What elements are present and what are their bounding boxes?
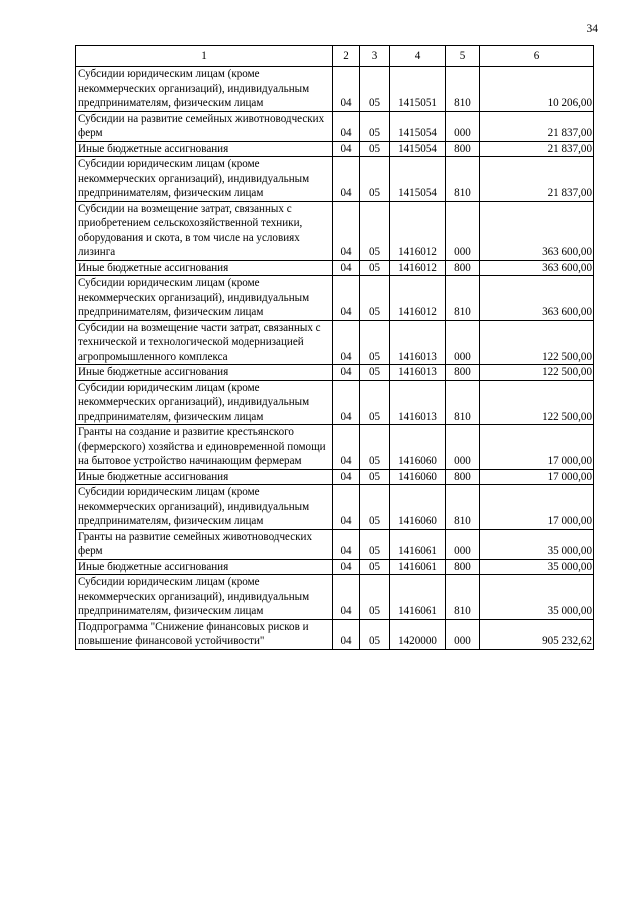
row-expense-type-cell: 800: [446, 260, 480, 276]
row-name-cell: Гранты на развитие семейных животноводческих ферм: [76, 529, 333, 559]
row-subsection-cell: 05: [360, 365, 390, 381]
row-amount-cell: 21 837,00: [480, 111, 594, 141]
row-amount-cell: 17 000,00: [480, 485, 594, 530]
row-expense-type-cell: 810: [446, 380, 480, 425]
row-subsection-cell: 05: [360, 529, 390, 559]
row-name-cell: Субсидии на развитие семейных животноводческих ферм: [76, 111, 333, 141]
table-row: [76, 365, 594, 381]
row-target-code-cell: 1416061: [390, 559, 446, 575]
row-target-code-cell: 1420000: [390, 619, 446, 649]
row-subsection-cell: 05: [360, 67, 390, 112]
row-subsection-cell: 05: [360, 111, 390, 141]
row-section-cell: 04: [333, 67, 360, 112]
row-amount-cell: 122 500,00: [480, 380, 594, 425]
row-expense-type-cell: 810: [446, 157, 480, 202]
row-name-cell: Подпрограмма "Снижение финансовых рисков и повышение финансовой устойчивости": [76, 619, 333, 649]
header-cell-6: 6: [480, 46, 594, 67]
row-expense-type-cell: 000: [446, 111, 480, 141]
row-amount-cell: 905 232,62: [480, 619, 594, 649]
row-amount-cell: 363 600,00: [480, 260, 594, 276]
table-row: [76, 157, 594, 202]
row-subsection-cell: 05: [360, 425, 390, 470]
row-subsection-cell: 05: [360, 485, 390, 530]
row-section-cell: 04: [333, 619, 360, 649]
table-header-row: [76, 46, 594, 67]
row-subsection-cell: 05: [360, 320, 390, 365]
row-name-cell: Субсидии юридическим лицам (кроме некоммерческих организаций), индивидуальным предпринимателям, физическим лицам: [76, 380, 333, 425]
row-section-cell: 04: [333, 276, 360, 321]
row-amount-cell: 17 000,00: [480, 469, 594, 485]
header-cell-5: 5: [446, 46, 480, 67]
row-target-code-cell: 1415054: [390, 111, 446, 141]
row-amount-cell: 122 500,00: [480, 320, 594, 365]
row-section-cell: 04: [333, 157, 360, 202]
row-name-cell: Иные бюджетные ассигнования: [76, 260, 333, 276]
header-cell-1: 1: [76, 46, 333, 67]
row-target-code-cell: 1416012: [390, 276, 446, 321]
table-row: [76, 485, 594, 530]
row-expense-type-cell: 000: [446, 425, 480, 470]
table-row: [76, 260, 594, 276]
row-name-cell: Субсидии юридическим лицам (кроме некоммерческих организаций), индивидуальным предпринимателям, физическим лицам: [76, 575, 333, 620]
row-target-code-cell: 1416013: [390, 365, 446, 381]
row-amount-cell: 10 206,00: [480, 67, 594, 112]
table-row: [76, 425, 594, 470]
header-cell-3: 3: [360, 46, 390, 67]
row-target-code-cell: 1415054: [390, 157, 446, 202]
table-row: [76, 469, 594, 485]
table-row: [76, 320, 594, 365]
row-amount-cell: 35 000,00: [480, 529, 594, 559]
row-expense-type-cell: 800: [446, 141, 480, 157]
table-row: [76, 559, 594, 575]
header-cell-2: 2: [333, 46, 360, 67]
table-row: [76, 619, 594, 649]
row-name-cell: Субсидии юридическим лицам (кроме некоммерческих организаций), индивидуальным предпринимателям, физическим лицам: [76, 67, 333, 112]
row-subsection-cell: 05: [360, 276, 390, 321]
row-target-code-cell: 1416012: [390, 201, 446, 260]
row-expense-type-cell: 800: [446, 559, 480, 575]
row-amount-cell: 363 600,00: [480, 201, 594, 260]
row-target-code-cell: 1415054: [390, 141, 446, 157]
table-row: [76, 67, 594, 112]
row-name-cell: Иные бюджетные ассигнования: [76, 559, 333, 575]
row-subsection-cell: 05: [360, 157, 390, 202]
row-target-code-cell: 1416012: [390, 260, 446, 276]
row-section-cell: 04: [333, 380, 360, 425]
row-target-code-cell: 1416061: [390, 575, 446, 620]
row-subsection-cell: 05: [360, 260, 390, 276]
row-name-cell: Гранты на создание и развитие крестьянского (фермерского) хозяйства и единовременной помощи на бытовое устройство начинающим фермерам: [76, 425, 333, 470]
row-section-cell: 04: [333, 260, 360, 276]
table-row: [76, 276, 594, 321]
table-row: [76, 141, 594, 157]
row-name-cell: Иные бюджетные ассигнования: [76, 365, 333, 381]
row-section-cell: 04: [333, 320, 360, 365]
row-section-cell: 04: [333, 141, 360, 157]
row-subsection-cell: 05: [360, 559, 390, 575]
row-subsection-cell: 05: [360, 380, 390, 425]
row-expense-type-cell: 800: [446, 365, 480, 381]
row-section-cell: 04: [333, 559, 360, 575]
row-target-code-cell: 1416060: [390, 469, 446, 485]
row-amount-cell: 363 600,00: [480, 276, 594, 321]
row-name-cell: Субсидии юридическим лицам (кроме некоммерческих организаций), индивидуальным предпринимателям, физическим лицам: [76, 276, 333, 321]
row-expense-type-cell: 810: [446, 276, 480, 321]
row-target-code-cell: 1416061: [390, 529, 446, 559]
row-expense-type-cell: 800: [446, 469, 480, 485]
table-row: [76, 111, 594, 141]
row-section-cell: 04: [333, 469, 360, 485]
budget-table: [75, 45, 594, 650]
table-row: [76, 575, 594, 620]
row-subsection-cell: 05: [360, 201, 390, 260]
page-number: 34: [586, 23, 598, 35]
row-amount-cell: 21 837,00: [480, 157, 594, 202]
row-section-cell: 04: [333, 529, 360, 559]
row-section-cell: 04: [333, 201, 360, 260]
row-name-cell: Иные бюджетные ассигнования: [76, 141, 333, 157]
row-expense-type-cell: 000: [446, 619, 480, 649]
row-amount-cell: 21 837,00: [480, 141, 594, 157]
row-amount-cell: 122 500,00: [480, 365, 594, 381]
row-section-cell: 04: [333, 575, 360, 620]
row-section-cell: 04: [333, 365, 360, 381]
row-expense-type-cell: 810: [446, 67, 480, 112]
row-target-code-cell: 1416060: [390, 425, 446, 470]
row-expense-type-cell: 000: [446, 320, 480, 365]
row-target-code-cell: 1415051: [390, 67, 446, 112]
row-subsection-cell: 05: [360, 575, 390, 620]
table-row: [76, 201, 594, 260]
row-name-cell: Субсидии на возмещение затрат, связанных с приобретением сельскохозяйственной техники, оборудования и скота, в том числе на условиях лизинга: [76, 201, 333, 260]
row-subsection-cell: 05: [360, 469, 390, 485]
row-section-cell: 04: [333, 111, 360, 141]
row-expense-type-cell: 810: [446, 485, 480, 530]
row-expense-type-cell: 810: [446, 575, 480, 620]
row-name-cell: Субсидии юридическим лицам (кроме некоммерческих организаций), индивидуальным предпринимателям, физическим лицам: [76, 157, 333, 202]
row-target-code-cell: 1416013: [390, 380, 446, 425]
row-subsection-cell: 05: [360, 619, 390, 649]
row-name-cell: Иные бюджетные ассигнования: [76, 469, 333, 485]
row-amount-cell: 35 000,00: [480, 575, 594, 620]
row-subsection-cell: 05: [360, 141, 390, 157]
table-row: [76, 380, 594, 425]
row-target-code-cell: 1416060: [390, 485, 446, 530]
row-expense-type-cell: 000: [446, 529, 480, 559]
table-row: [76, 529, 594, 559]
row-target-code-cell: 1416013: [390, 320, 446, 365]
row-section-cell: 04: [333, 425, 360, 470]
row-expense-type-cell: 000: [446, 201, 480, 260]
header-cell-4: 4: [390, 46, 446, 67]
row-name-cell: Субсидии на возмещение части затрат, связанных с технической и технологической модернизацией агропромышленного комплекса: [76, 320, 333, 365]
row-amount-cell: 17 000,00: [480, 425, 594, 470]
row-name-cell: Субсидии юридическим лицам (кроме некоммерческих организаций), индивидуальным предпринимателям, физическим лицам: [76, 485, 333, 530]
row-amount-cell: 35 000,00: [480, 559, 594, 575]
row-section-cell: 04: [333, 485, 360, 530]
